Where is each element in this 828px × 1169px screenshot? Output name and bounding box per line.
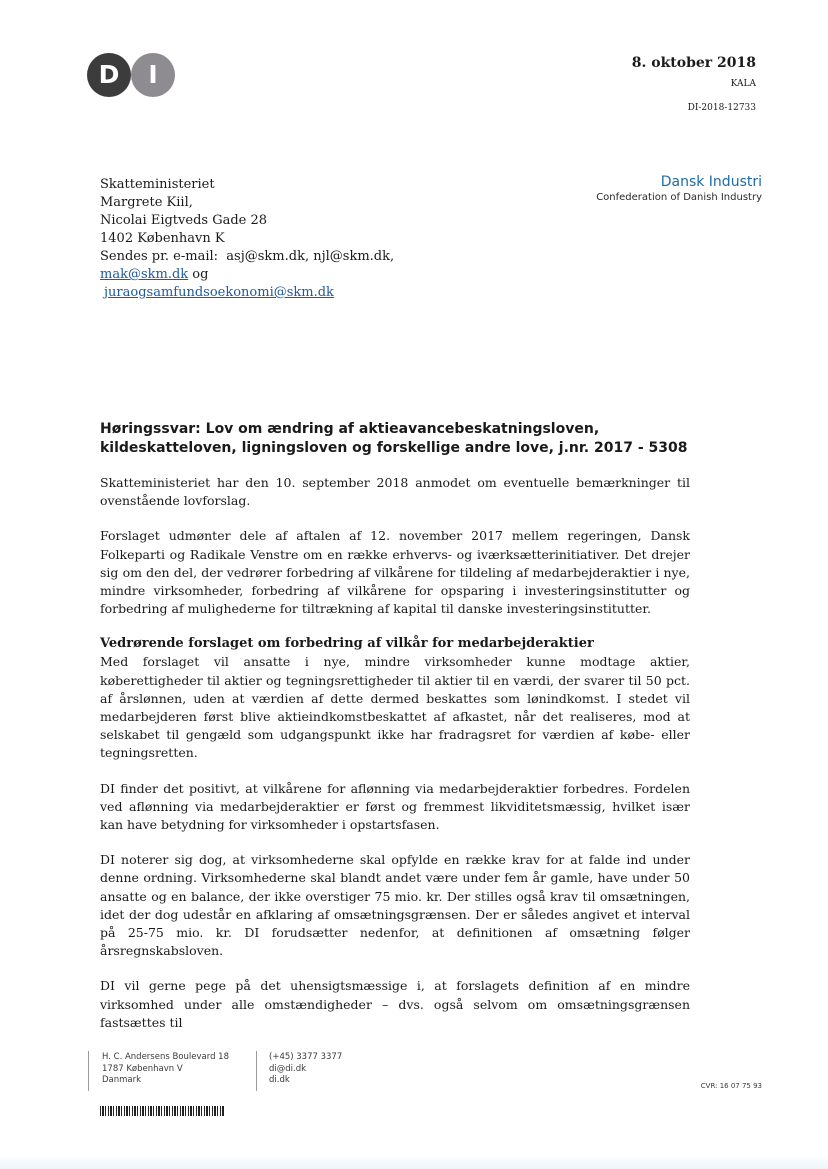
recipient-line: Margrete Kiil, <box>100 195 193 210</box>
section-heading: Vedrørende forslaget om forbedring af vilkår for medarbejderaktier <box>100 636 594 652</box>
email-link-jura[interactable]: juraogsamfundsoekonomi@skm.dk <box>104 285 334 300</box>
letter-body <box>100 420 690 1049</box>
footer-divider <box>88 1051 89 1091</box>
letter-meta <box>632 54 756 114</box>
brand-name: Dansk Industri <box>660 174 762 190</box>
footer-cvr: CVR: 16 07 75 93 <box>700 1082 762 1090</box>
email-line-2 <box>100 266 394 284</box>
paragraph-positive: DI finder det positivt, at vilkårene for aflønning via medarbejderaktier forbedres. Fordelen ved aflønning via medarbejderaktier er først og fremmest likviditetsmæssig, hvilket især kan have betydning for virksomheder i opstartsfasen. <box>100 780 690 833</box>
paragraph-agreement: Forslaget udmønter dele af aftalen af 12. november 2017 mellem regeringen, Dansk Folkeparti og Radikale Venstre om en række erhvervs- og iværksætterinitiativer. Det drejer sig om den del, der vedrører forbedring af vilkårene for tildeling af medarbejderaktier i nye, mindre virksomheder, forbedring af vilkårene for opsparing i investeringsinstitutter og forbedring af mulighederne for tiltrækning af kapital til danske investeringsinstitutter. <box>100 528 690 617</box>
footer-website[interactable]: di.dk <box>269 1075 290 1085</box>
footer-address-line: 1787 København V <box>102 1063 183 1074</box>
barcode-image <box>100 1106 224 1116</box>
email-label: Sendes pr. e-mail: asj@skm.dk, njl@skm.dk, <box>100 249 395 264</box>
footer-address <box>102 1052 229 1087</box>
letter-subject: Høringssvar: Lov om ændring af aktieavancebeskatningsloven, kildeskatteloven, ligningsloven og forskellige andre love, j.nr. 2017 - 5308 <box>100 421 688 456</box>
logo-letter-i: I <box>131 53 175 97</box>
recipient-line: Skatteministeriet <box>100 177 215 192</box>
recipient-line: Nicolai Eigtveds Gade 28 <box>100 213 268 228</box>
footer-email[interactable]: di@di.dk <box>269 1063 307 1074</box>
email-link-mak[interactable]: mak@skm.dk <box>100 267 189 282</box>
di-logo <box>87 53 175 99</box>
recipient-address <box>100 176 394 302</box>
paragraph-requirements: DI noterer sig dog, at virksomhederne skal opfylde en række krav for at falde ind under denne ordning. Virksomhederne skal blandt andet være under fem år gamle, have under 50 ansatte og en balance, der ikke overstiger 75 mio. kr. Der stilles også krav til omsætningen, idet der dog udestår en afklaring af omsætningsgrænsen. Der er således angivet et interval på 25-75 mio. kr. DI forudsætter nedenfor, at definitionen af omsætning følger årsregnskabsloven. <box>100 852 690 959</box>
paragraph-definition: DI vil gerne pege på det uhensigtsmæssige i, at forslagets definition af en mindre virksomhed under alle omstændigheder – dvs. også selvom om omsætningsgrænsen fastsættes til <box>100 978 690 1030</box>
email-joiner: og <box>188 267 209 282</box>
paragraph-proposal: Med forslaget vil ansatte i nye, mindre virksomheder kunne modtage aktier, køberettigheder til aktier og tegningsrettigheder til aktier til en værdi, der svarer til 50 pct. af årslønnen, uden at værdien af dette dermed beskattes som lønindkomst. I stedet vil medarbejderen først blive aktieindkomstbeskattet af afkastet, når det realiseres, mod at selskabet til gengæld som udgangspunkt ikke har fradragsret for værdien af købe- eller tegningsretten. <box>100 654 690 761</box>
footer-divider <box>256 1051 257 1091</box>
brand-block <box>596 173 762 205</box>
letter-date: 8. oktober 2018 <box>631 55 756 71</box>
footer-address-line: Danmark <box>102 1075 142 1085</box>
reference-number: DI-2018-12733 <box>687 103 756 113</box>
brand-subtitle: Confederation of Danish Industry <box>596 192 762 203</box>
recipient-line: 1402 København K <box>100 231 225 246</box>
email-line-3 <box>100 284 394 302</box>
footer-contact <box>269 1052 342 1087</box>
page-bottom-edge <box>0 1155 828 1169</box>
paragraph-intro: Skatteministeriet har den 10. september 2018 anmodet om eventuelle bemærkninger til ovenstående lovforslag. <box>100 475 690 509</box>
footer-phone: (+45) 3377 3377 <box>269 1052 343 1062</box>
author-initials: KALA <box>730 79 756 89</box>
footer-address-line: H. C. Andersens Boulevard 18 <box>102 1052 229 1062</box>
logo-letter-d: D <box>87 53 131 97</box>
